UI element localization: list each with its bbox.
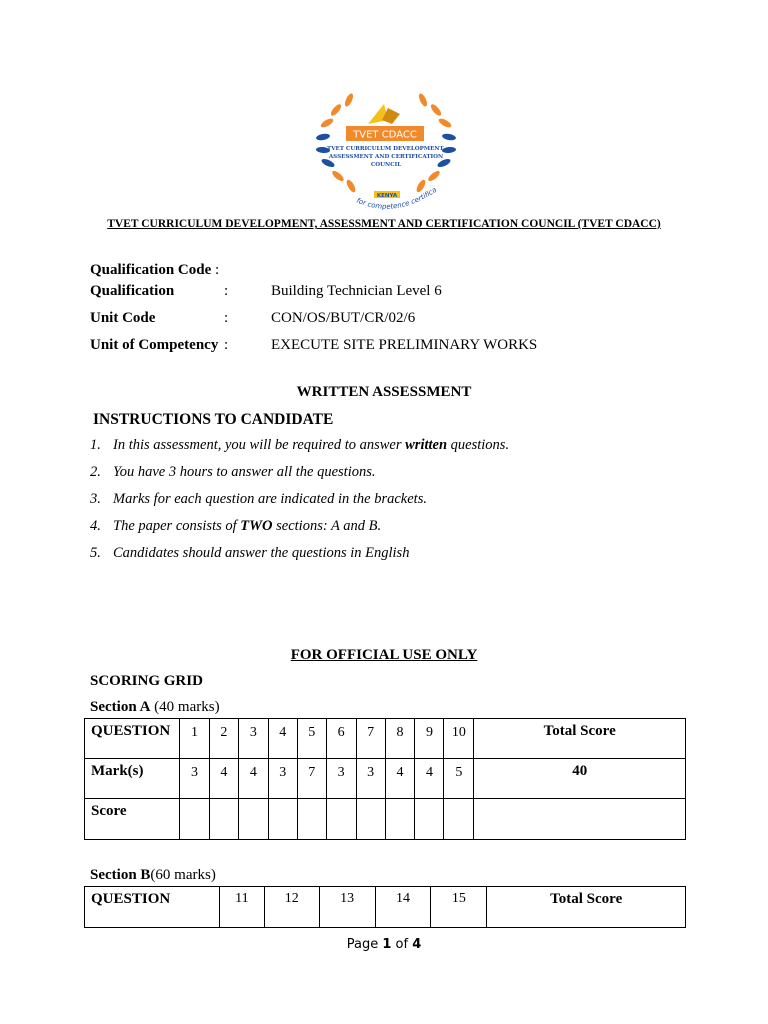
question-number: 12 [264, 887, 319, 928]
question-number: 15 [431, 887, 487, 928]
instruction-item: 3. Marks for each question are indicated in the brackets. [90, 491, 427, 507]
mark-value: 7 [297, 759, 326, 799]
laurel-left [319, 92, 354, 129]
question-number: 13 [319, 887, 375, 928]
question-label: QUESTION [85, 719, 180, 759]
mark-value: 3 [179, 759, 209, 799]
total-score-label: Total Score [474, 719, 686, 759]
mark-value: 4 [209, 759, 238, 799]
mark-value: 4 [385, 759, 415, 799]
table-row [85, 719, 686, 759]
of-word: of [395, 937, 409, 952]
instruction-item: 1. In this assessment, you will be required to answer written questions. [90, 437, 510, 453]
mark-value: 3 [326, 759, 356, 799]
svg-text:TVET CURRICULUM DEVELOPMENT,: TVET CURRICULUM DEVELOPMENT, [327, 146, 445, 152]
question-number: 1 [179, 719, 209, 759]
score-cell[interactable] [238, 799, 268, 840]
mark-value: 3 [356, 759, 385, 799]
mark-value: 5 [444, 759, 474, 799]
svg-text:COUNCIL: COUNCIL [370, 162, 402, 168]
svg-text:KENYA: KENYA [376, 193, 398, 199]
qualification-code-row [90, 262, 219, 279]
table-row [85, 799, 686, 840]
question-number: 6 [326, 719, 356, 759]
qualification-value: Building Technician Level 6 [271, 283, 442, 299]
table-row [85, 759, 686, 799]
question-number: 2 [209, 719, 238, 759]
qualification-label: Qualification [90, 283, 175, 299]
svg-text:ASSESSMENT AND CERTIFICATION: ASSESSMENT AND CERTIFICATION [328, 154, 444, 160]
question-number: 7 [356, 719, 385, 759]
assessment-title: WRITTEN ASSESSMENT [296, 384, 472, 400]
unit-code-colon: : [224, 310, 229, 326]
score-cell[interactable] [385, 799, 415, 840]
score-cell[interactable] [356, 799, 385, 840]
unit-of-competency-row [90, 337, 690, 354]
score-cell[interactable] [326, 799, 356, 840]
qualification-code-label: Qualification Code [90, 262, 212, 278]
score-cell[interactable] [297, 799, 326, 840]
unit-code-label: Unit Code [90, 310, 156, 326]
unit-of-competency-label: Unit of Competency [90, 337, 219, 353]
question-number: 10 [444, 719, 474, 759]
question-number: 8 [385, 719, 415, 759]
council-title: TVET CURRICULUM DEVELOPMENT, ASSESSMENT AND CERTIFICATION COUNCIL (TVET CDACC) [107, 218, 661, 230]
question-number: 5 [297, 719, 326, 759]
svg-text:for competence certification: for competence certification [355, 185, 439, 211]
section-b-table [84, 886, 686, 928]
unit-code-value: CON/OS/BUT/CR/02/6 [271, 310, 416, 326]
total-score-cell[interactable] [474, 799, 686, 840]
score-cell[interactable] [415, 799, 444, 840]
laurel-left-bottom [331, 169, 357, 193]
table-row [85, 887, 686, 928]
mark-value: 3 [268, 759, 297, 799]
instruction-item: 5. Candidates should answer the questions in English [90, 545, 410, 561]
total-score-label: Total Score [487, 887, 686, 928]
instructions-title: INSTRUCTIONS TO CANDIDATE [93, 411, 334, 428]
official-use-heading: FOR OFFICIAL USE ONLY [290, 647, 478, 663]
score-label: Score [85, 799, 180, 840]
total-marks-value: 40 [474, 759, 686, 799]
scoring-grid-heading: SCORING GRID [90, 673, 203, 689]
page-total: 4 [412, 937, 422, 952]
question-number: 14 [375, 887, 431, 928]
page-number: 1 [382, 937, 392, 952]
logo-name: TVET CDACC [353, 129, 417, 141]
score-cell[interactable] [209, 799, 238, 840]
score-cell[interactable] [444, 799, 474, 840]
section-a-heading: Section A (40 marks) [90, 699, 220, 715]
tvet-cdacc-logo [316, 90, 456, 215]
qualification-colon: : [224, 283, 229, 299]
instruction-item: 4. The paper consists of TWO sections: A and B. [90, 518, 382, 534]
question-label: QUESTION [85, 887, 220, 928]
section-a-table [84, 718, 686, 840]
qualification-code-colon: : [215, 262, 220, 278]
page-word: Page [346, 937, 379, 952]
question-number: 3 [238, 719, 268, 759]
score-cell[interactable] [268, 799, 297, 840]
mark-value: 4 [238, 759, 268, 799]
question-number: 11 [219, 887, 264, 928]
unit-of-competency-colon: : [224, 337, 229, 353]
question-number: 9 [415, 719, 444, 759]
unit-code-row [90, 310, 690, 327]
section-b-heading: Section B(60 marks) [90, 867, 216, 883]
score-cell[interactable] [179, 799, 209, 840]
mark-value: 4 [415, 759, 444, 799]
question-number: 4 [268, 719, 297, 759]
unit-of-competency-value: EXECUTE SITE PRELIMINARY WORKS [271, 337, 538, 353]
qualification-row [90, 283, 690, 300]
page-footer [0, 937, 768, 952]
marks-label: Mark(s) [85, 759, 180, 799]
instruction-item: 2. You have 3 hours to answer all the questions. [90, 464, 376, 480]
